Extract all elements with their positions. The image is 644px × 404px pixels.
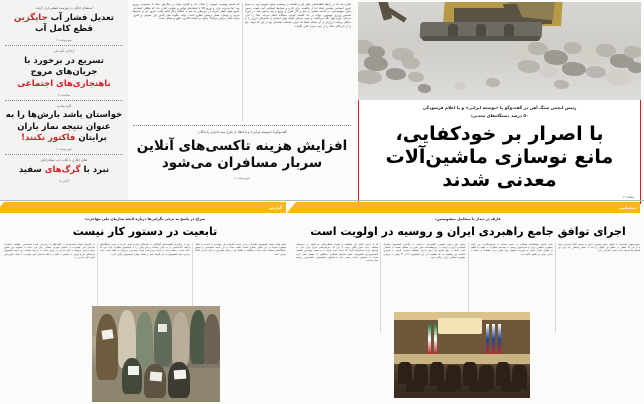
lead-photo-excavator (358, 2, 641, 100)
body-paragraph: معاون اول رئیس جمهوری کشورمان با اشاره به برگزاری کمیسیون مشترک اقتصادی ایران و روسیه در اردیبهشت‌ماه سال جاری در مسکو، نسبت به عملیاتی شدن اسناد و رفع موانع فرا روی اجرای توافقات صورت گرفته را ضروری دانست. وی پیشنهاد داد که نشست آتی این کمیسیون ۲۹ و ۲۲ بهمن به میزبانی جمهوری اسلامی ایران برگزار شود. (383, 243, 466, 259)
teaser-head-part2: قطع کامل آب (34, 24, 93, 34)
teaser-item[interactable] (5, 3, 123, 45)
body-paragraph: رئیس‌جمهور امیدوارم به توافق جامع راهبردی ایران و روسیه اعلام افزایش یافته و از این که کشور در سطح این اتفاق رخ داد، از مسیر مختلفی که برای این همکاری‌ها تعریف شده است، قدردانی کرد. (557, 243, 640, 253)
lead-headline-line2: مانع نوسازی ماشین‌آلات معدنی شدند (385, 146, 614, 191)
teaser-head-part2: سفید (18, 164, 45, 175)
center-top-bodytext (133, 3, 351, 121)
story-kicker: سراج در پاسخ به برخی نگرانی‌ها درباره لایحه سازمان ملی مهاجرت: (84, 217, 206, 221)
section-banner-left (4, 202, 286, 213)
center-headline-line2: سربار مسافران می‌شود (161, 154, 323, 171)
teaser-page-ref: شهرنوشت ۶ (56, 38, 72, 42)
teaser-item[interactable] (5, 100, 123, 155)
teaser-head-part1: تعدیل فشار آب (47, 12, 114, 23)
photo-bilateral-meeting (394, 312, 530, 398)
teaser-head-part1: خواستان باشد بارش‌ها را به عنوان نتیجه نماز باران برایتان (5, 110, 123, 143)
teaser-page-ref: شهرنوشت ۶ (56, 147, 72, 151)
teaser-page-ref: سیاست ۲ (57, 92, 71, 97)
body-paragraph: پس از برگزاری نشست‌های گوناگون با نمایندگان وزارت امور خارجه و سایر دستگاه‌های مرتبط، کارشناسی را به پایان رسانده و متن نهایی را به کمیسیون مشترک ارائه کرد که ادامه است و هفت ماده را لایحه برمی‌شده است. پیش‌بینی می‌توان از هفته آینده دامنه بررسی مواد کمیسیون از سر گرفته شود و جلسه چهارم کمیسیون برگزار گردد. (99, 243, 191, 256)
teaser-head-highlight: فاکتور نکنند! (21, 133, 76, 143)
teaser-head-highlight: ناهنجاری‌های اجتماعی (17, 78, 111, 89)
teaser-item[interactable] (5, 154, 123, 186)
teaser-page-ref: آنلاین ۸ (59, 178, 69, 183)
teaser-head-part1: تسریع در برخورد با جریان‌های مروج (24, 55, 104, 77)
teaser-item[interactable] (5, 45, 123, 100)
teaser-kicker: استعفای خانگی در فهرست قطعی قرار گرفت (35, 6, 93, 10)
center-page-ref: شهرنوشت ۶ (234, 175, 250, 180)
section-label: دیپلماسی (618, 205, 636, 210)
teaser-headline (5, 13, 123, 36)
lead-kicker-line1: رئیس انجمن سنگ آهن در گفت‌وگو با «توسعه ایرانی» و با اعلام فرسودگی (422, 105, 577, 110)
teaser-head-part1: نبرد با (80, 164, 110, 175)
body-paragraph: که انفجار وضعیت عمومی را شتاب داد و گستره تولید در سال‌های جنگ با محدودیت روبرو بود؛ اما مدیریت بازار و توزیع کالا با شبکه‌های دولتی و تعاونی، اجازه نداد که شکاف اجتماعی عمیق شود. همان تجربه، در دوره‌های بعد هم به اشکال دیگر ادامه یافت. امروز نیز در شرایط تحریم و نوسان، همان پرسش مطرح است: دولت چگونه میان تأمین نیاز عمومی و کنترل هزینه تعادل برقرار می‌کند؟ پاسخ در سیاست‌گذاری دقیق و شفاف است. (133, 3, 240, 21)
body-paragraph: اشاره شد که در رابطه قطعنامه‌ای نظیر این و اقتصاد در وضعیت بسیج عمومی بود. به معنای امروز احساس سیاسی ایجاد اما از حاکمیت برای اداره و شرایط استثنایی آمد، قیمت رسمی پایین، سهمیه‌بندی، در فاجعه بخشی از ساز و کار کنترل و توزیع و پایه رسمی شد. در دوران نخستین وزیری موسوی، دولت در یک اقتصاد کوبنی، سه‌گانه انجام می‌داد، جنگ را اداره می‌کرد، تورم مهار نگه می‌داشت و سعی می‌کرد شوک بهای انسانی و حامل‌های انرژی را به حداقل برساند، ارزان‌تر از آن معادله فقط یک هزاره ایستاده نشانه‌ای بود از این که دولت خود را از دارندگان جنگ را از جیب مردم عادی نگرفت. (244, 3, 351, 28)
center-kicker: گفت‌وگو با «توسعه ایرانی» و با انتقاد از طرح بیمه اجباری رانندگان: (197, 130, 287, 134)
body-paragraph: که از اجرای کامل این توافقات و تقویت همکاری‌های دو کشور در زمینه‌های مختلف، جنبه تحول یافتن رایحه از این که چارچوب‌های تهران قرار دارد. به گزارش ایرنا، محمدرضا عارف که بامداد شنبه تهران را به سمت چهارمین نشست نخست‌وزیران کشورهای عضو سازمان همکاری شانگهای به مسکو سفر کرده است، در نخستین برنامه رسمی خود با میخاییل میشوستین نخست‌وزیر روسیه دیدار داشت. (296, 243, 379, 263)
center-top-story[interactable] (133, 130, 351, 180)
teaser-kicker: ارجاعی تأیید کرد (53, 49, 75, 53)
divider (133, 125, 351, 126)
body-paragraph: عضو هیأت رئیسه کمیسیون مشترک بررسی لایحه سازمان ملی مهاجرت با اشاره به اینکه موضوع تابعیت در این قانون مطرح نیست، گفت: هدف از این لایحه ساماندهی و تجمیع دستگاه‌های مختلف ایجاد شده تا وظایف و تکلیف آن در قبال مهاجرین و اتباع خارجی کاملاً روشن باشد. (195, 243, 286, 256)
teaser-head-highlight: جایگزین (14, 12, 48, 23)
teaser-headline (5, 165, 123, 177)
section-banner-right (296, 202, 640, 213)
lead-kicker-line2: ۵۰ درصد دستگاه‌های معدنی: (470, 112, 529, 118)
photo-migrants-with-documents (92, 306, 220, 402)
center-headline-line1: افزایش هزینه تاکسی‌های آنلاین (136, 137, 348, 154)
teaser-head-highlight: گرگ‌های (44, 164, 81, 175)
body-paragraph: شدن قانون موافقتنامه همکاری در حوزه حمایت از سرمایه‌گذاری بین دولت جمهوری اسلامی ایران و فدراسیون روسیه به تهدیدات مشترک به عهده دو کشور در فضای سایبر اشاره و ضرورت تسهیل روند فعلی برای حفاظت از رسانه و دانش حیاتی دو کشور تأکید کرد. (470, 243, 553, 256)
teaser-headline (5, 110, 123, 145)
teaser-kicker: تقابل انکاری با نکات جدید هیجان‌انگیز (40, 158, 88, 162)
story-kicker: عارف در دیدار با میخاییل میشوستین: (435, 217, 501, 221)
center-top-block (128, 0, 356, 200)
teaser-headline (5, 56, 123, 91)
body-paragraph: به گزارش ایسنا محمدسراج در گفت‌وگو با رویترسی لایحه ساماندهی، وظایف اختیارات سازمان ملی مهاجرت در مجلس شورای اسلامی بیان کرد: هدف از تصویب این قانون نبوده و امور مربوط به اتباع خارجی در ایران است. در مرحله نخست، این لایحه کمیسیون نمایندگان مردم تهران در مجلس با تأکید بر اینکه سازمان ملی مهاجرت با هدف عنوان‌دهی امور اتباع خارجی در (4, 243, 95, 259)
lead-headline-frame (358, 100, 641, 204)
section-label: گزارش (269, 205, 282, 210)
horizontal-divider (0, 200, 644, 201)
story-headline: اجرای توافق جامع راهبردی ایران و روسیه در اولویت است (310, 225, 626, 238)
lead-headline-line1: با اصرار بر خودکفایی، (395, 123, 604, 145)
lead-story[interactable] (356, 0, 644, 200)
teaser-kicker: گاوه معدنی (56, 103, 72, 108)
story-headline: تابعیت در دستور کار نیست (72, 225, 218, 238)
left-teaser-rail (0, 0, 128, 200)
lead-page-ref: صفحه ۳ (623, 195, 634, 199)
